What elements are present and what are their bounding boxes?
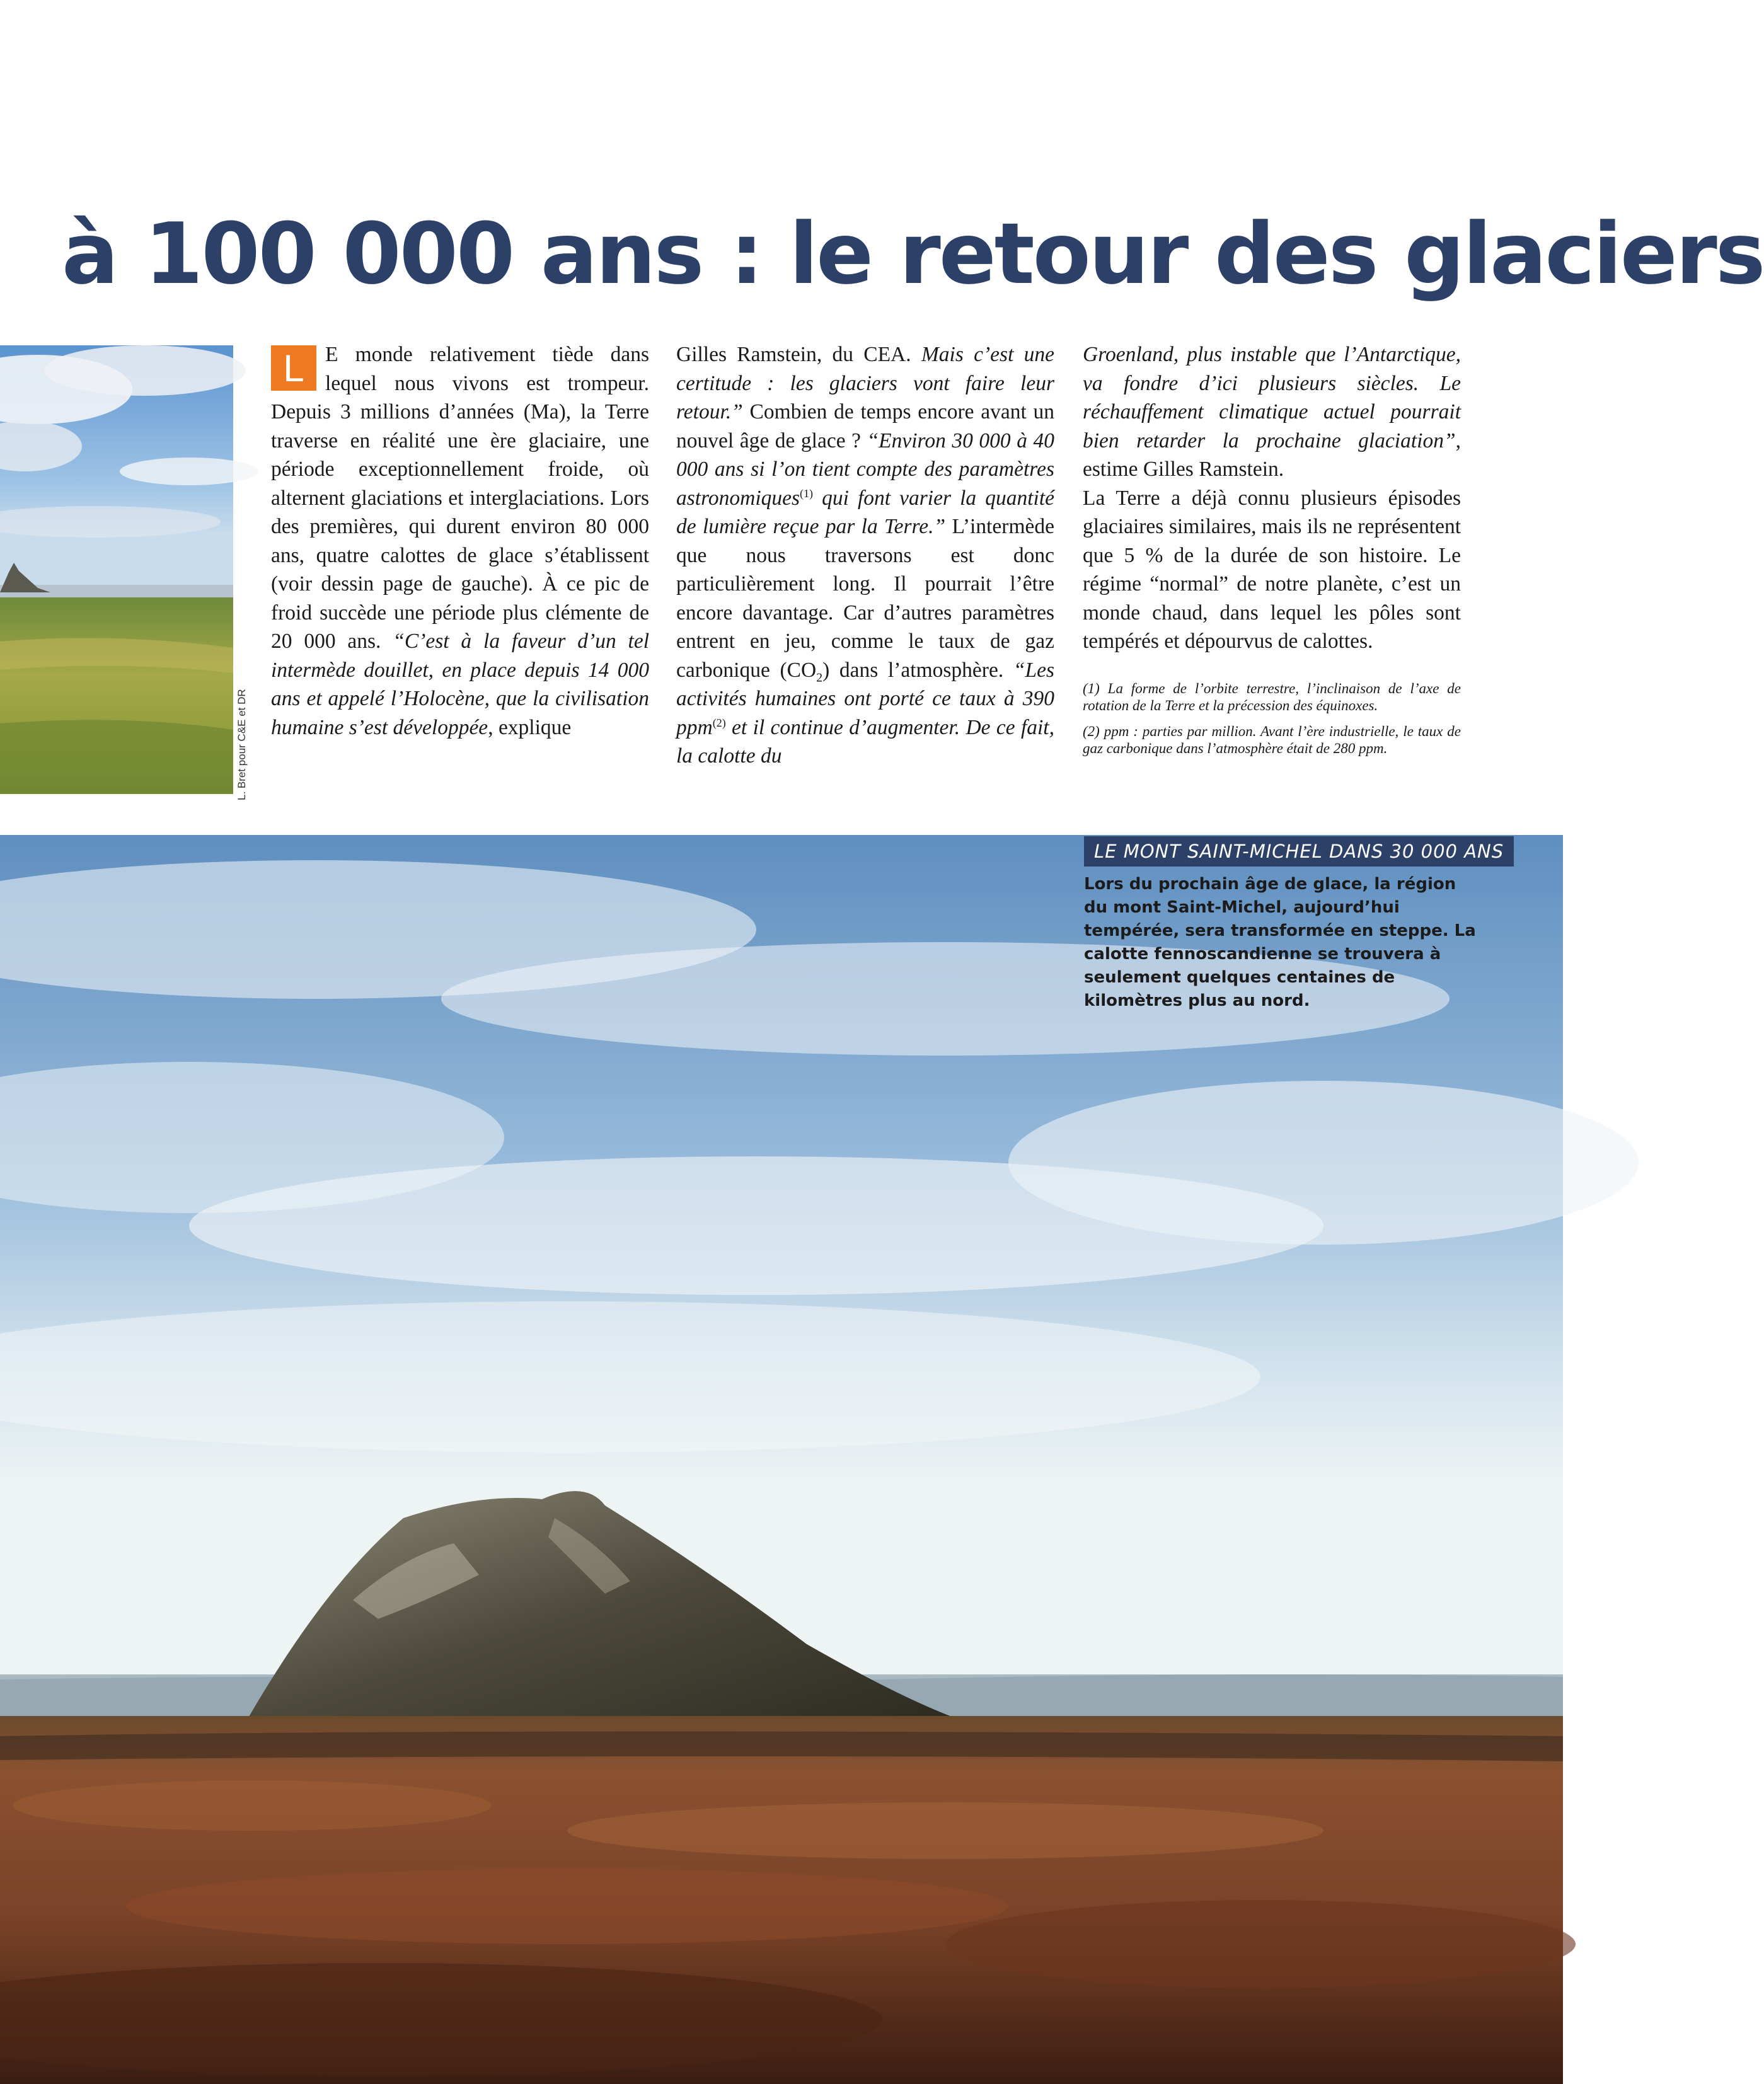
column-1-paragraph: E monde relativement tiède dans lequel nous vivons est trompeur. Depuis 3 millions d’années (Ma), la Terre traverse en réalité une ère glaciaire, une période exceptionnellement froide, où alternent glaciations et interglaciations. Lors des premières, qui durent environ 80 000 ans, quatre calottes de glace s’établissent (voir dessin page de gauche). À ce pic de froid succède une période plus clémente de 20 000 ans. “C’est à la faveur d’un tel intermède douillet, en place depuis 14 000 ans et appelé l’Holocène, que la civilisation humaine s’est développée, explique	[271, 343, 650, 739]
mont-saint-michel-future-photo	[0, 835, 1563, 2084]
article-column-1	[271, 340, 649, 800]
footnote-1: (1) La forme de l’orbite terrestre, l’inclinaison de l’axe de rotation de la Terre et la précession des équinoxes.	[1083, 680, 1461, 713]
footnotes	[1083, 680, 1461, 757]
mont-saint-michel-today-photo	[0, 345, 233, 794]
footnote-2: (2) ppm : parties par million. Avant l’ère industrielle, le taux de gaz carbonique dans l’atmosphère était de 280 ppm.	[1083, 723, 1461, 756]
photo-credit: L. Bret pour C&E et DR	[236, 689, 248, 800]
ramstein-quote: “C’est à la faveur d’un tel intermède douillet, en place depuis 14 000 ans et appelé l’Holocène, que la civilisation humaine s’est développée	[271, 630, 650, 739]
footnote-ref-2: (2)	[712, 716, 726, 729]
column-3-paragraph-1: Groenland, plus instable que l’Antarctique, va fondre d’ici plusieurs siècles. Le réchauffement climatique actuel pourrait bien retarder la prochaine glaciation”, estime Gilles Ramstein.	[1083, 343, 1461, 481]
caption-title: LE MONT SAINT-MICHEL DANS 30 000 ANS	[1084, 836, 1514, 866]
article-column-2	[676, 340, 1054, 800]
dropcap: L	[271, 345, 316, 391]
caption-body: Lors du prochain âge de glace, la région du mont Saint-Michel, aujourd’hui tempérée, sera transformée en steppe. La calotte fennoscandienne se trouvera à seulement quelques centaines de kilomètres plus au nord.	[1084, 875, 1476, 1010]
headline: à 100 000 ans : le retour des glaciers	[62, 205, 1764, 303]
article-column-3	[1083, 340, 1461, 800]
column-3-paragraph-2: La Terre a déjà connu plusieurs épisodes glaciaires similaires, mais ils ne représentent que 5 % de la durée de son histoire. Le régime “normal” de notre planète, c’est un monde chaud, dans lequel les pôles sont tempérés et dépourvus de calottes.	[1083, 486, 1461, 653]
footnote-ref-1: (1)	[800, 486, 814, 500]
column-2-paragraph: Gilles Ramstein, du CEA. Mais c’est une certitude : les glaciers vont faire leur retour.” Combien de temps encore avant un nouvel âge de glace ? “Environ 30 000 à 40 000 ans si l’on tient compte des paramètres astronomiques$^{(1)}$ qui font varier la quantité de lumière reçue par la Terre.” L’intermède que nous traversons est donc particulièrement long. Il pourrait l’être encore davantage. Car d’autres paramètres entrent en jeu, comme le taux de gaz carbonique $(CO_2)$ dans l’atmosphère. “Les activités humaines ont porté ce taux à 390 ppm$^{(2)}$ et il continue d’augmenter. De ce fait, la calotte du	[676, 343, 1055, 768]
subscript-2: 2	[816, 671, 823, 685]
